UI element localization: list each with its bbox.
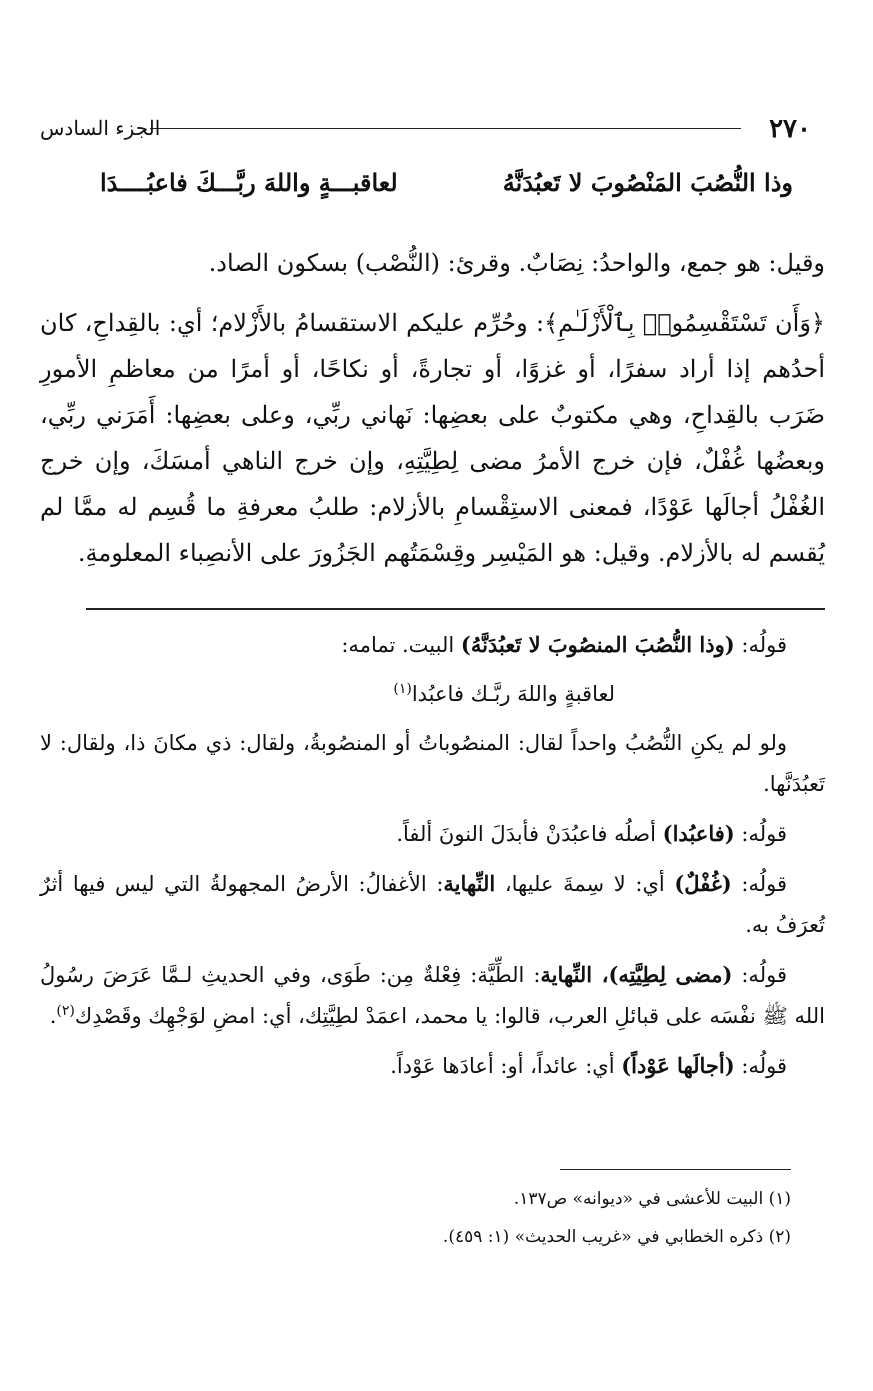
- running-title: الجزء السادس: [40, 116, 161, 140]
- commentary-intro: قولُه:: [734, 1054, 787, 1078]
- page-header: [40, 114, 811, 148]
- commentary-lemma: (مضى لِطِيَّتِه): [608, 962, 733, 987]
- commentary-intro: قولُه:: [734, 822, 787, 846]
- source-name: النِّهاية: [443, 871, 496, 896]
- footnote: (٢) ذكره الخطابي في «غريب الحديث» (١: ٤٥٩).: [442, 1227, 791, 1247]
- commentary-paragraph: ولو لم يكنِ النُّصُبُ واحداً لقال: المنصُوباتُ أو المنصُوبةُ، ولقال: ذي مكانَ ذا، ولقال: لا تَعبُدَنَّها.: [40, 731, 825, 796]
- commentary-text: أي: عائداً، أو: أعادَها عَوْداً.: [390, 1054, 622, 1078]
- footnote: (١) البيت للأعشى في «ديوانه» ص١٣٧.: [513, 1189, 791, 1209]
- commentary-intro: قولُه:: [734, 633, 787, 657]
- commentary-text: أي: لا سِمةَ عليها،: [495, 872, 675, 896]
- commentary-lemma: (فاعبُدا): [662, 821, 735, 846]
- footnote-separator: [560, 1169, 791, 1170]
- commentary-text: : الطِّيَّة: فِعْلةٌ مِن: طَوَى، وفي الحديثِ لـمَّا عَرَضَ رسُولُ الله ﷺ نفْسَه على قبائلِ العرب، قالوا: يا محمد، اعمَدْ لطِيَّتِك، أي: امضِ لوَجْهِك وقَصْدِك: [40, 963, 825, 1028]
- quoted-verse-text: لعاقبةٍ واللهَ ربَّـك فاعبُدا: [411, 682, 615, 706]
- quoted-verse: [40, 674, 825, 715]
- footnotes: [40, 1180, 791, 1256]
- main-paragraph: ﴿وَأَن تَسْتَقْسِمُوا۟ بِٱلْأَزْلَـٰمِ﴾: وحُرِّم عليكم الاستقسامُ بالأَزْلام؛ أي: بالقِداحِ، كان أحدُهم إذا أراد سفرًا، أو غزوًا، أو تجارةً، أو نكاحًا، أو أمرًا من معاظمِ الأمورِ ضَرَب بالقِداحِ، وهي مكتوبٌ على بعضِها: نَهاني ربِّي، وعلى بعضِها: أَمَرَني ربِّي، وبعضُها غُفْلٌ، فإن خرج الأمرُ مضى لِطِيَّتِهِ، وإن خرج الناهي أمسَكَ، وإن خرج الغُفْلُ أجالَها عَوْدًا، فمعنى الاستِقْسامِ بالأزلام: طلبُ معرفةِ ما قُسِم له ممَّا لم يُقسم له بالأزلام. وقيل: هو المَيْسِر وقِسْمَتُهم الجَزُورَ على الأنصِباء المعلومةِ.: [40, 309, 825, 567]
- header-rule: [150, 128, 741, 129]
- commentary-paragraph: [40, 954, 825, 1037]
- commentary-lemma: (غُفْلٌ): [674, 871, 732, 896]
- commentary-intro: قولُه:: [731, 872, 788, 896]
- commentary-intro: قولُه:: [732, 963, 787, 987]
- main-paragraph: وقيل: هو جمع، والواحدُ: نِصَابٌ. وقرئ: (النُّصْب) بسكون الصاد.: [208, 249, 825, 277]
- commentary-lemma: (أجالَها عَوْداً): [621, 1053, 735, 1078]
- commentary-paragraph: [40, 1045, 825, 1087]
- commentary-text: : الأغفالُ: الأرضُ المجهولةُ التي ليس فيها أثرٌ تُعرَفُ به.: [40, 872, 825, 937]
- commentary-text: .: [49, 1004, 57, 1028]
- commentary-text: البيت. تمامه:: [341, 633, 461, 657]
- footnote-marker: (٢): [56, 1003, 75, 1019]
- commentary-paragraph: [40, 863, 825, 946]
- footnote-marker: (١): [393, 681, 412, 697]
- commentary-paragraph: [40, 813, 825, 855]
- commentary-separator: [86, 608, 825, 610]
- main-text: [40, 240, 825, 576]
- verse-second-hemistich: لعاقبـــةٍ واللهَ ربَّـــكَ فاعبُــــدَا: [100, 168, 398, 197]
- poetry-verse: [100, 168, 793, 208]
- source-name: ، النِّهاية: [540, 962, 609, 987]
- commentary-text: أصلُه فاعبُدَنْ فأبدَلَ النونَ ألفاً.: [396, 822, 663, 846]
- verse-first-hemistich: وذا النُّصُبَ المَنْصُوبَ لا تَعبُدَنَّهُ: [502, 168, 793, 197]
- commentary-paragraph: [40, 624, 825, 666]
- page-number: ٢٧٠: [769, 114, 811, 144]
- commentary-section: [40, 624, 825, 1095]
- commentary-lemma: (وذا النُّصُبَ المنصُوبَ لا تَعبُدَنَّهُ): [460, 632, 735, 657]
